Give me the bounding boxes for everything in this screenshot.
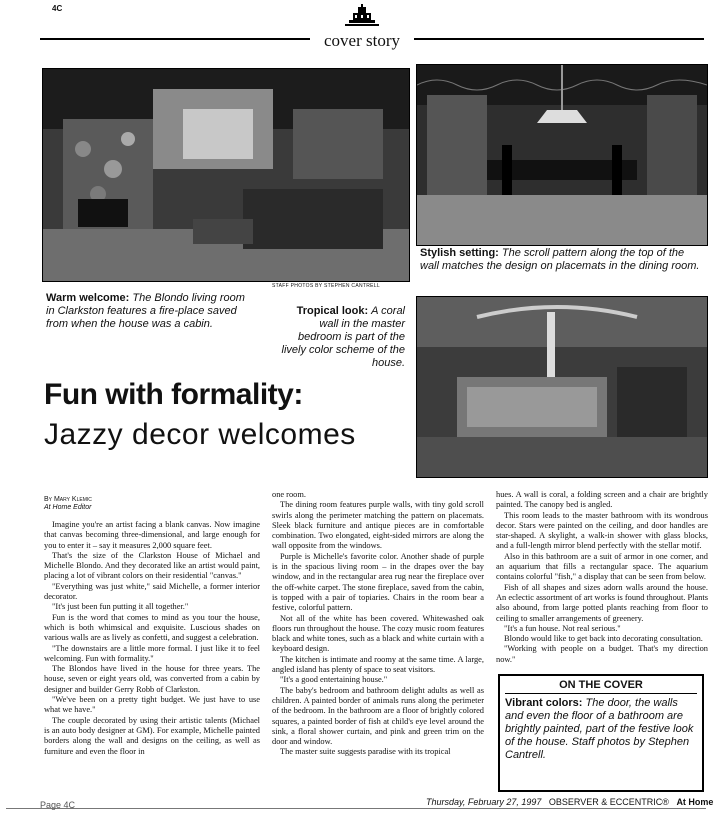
- col2-paragraph: Purple is Michelle's favorite color. Another shade of purple is in the spacious living room – in the drapes over the bay window, and in the rectangular area rug near the fireplace over the off-white carpet. The stone fireplace, saved from the cabin, is topped with a pair of topiaries. Chairs in the room bear a festive, colorful pattern.: [272, 551, 484, 613]
- col1-paragraph: The Blondos have lived in the house for three years. The house, seven or eight years old, was converted from a cabin by designer and builder Gerry Robb of Clarkston.: [44, 664, 260, 694]
- col3-paragraph: Also in this bathroom are a suit of armor in one corner, and an aquarium that fills a rectangular space. The aquarium contains colorful "fish," a display that can be seen from below.: [496, 551, 708, 582]
- col3-paragraph: "It's a fun house. Not real serious.": [504, 623, 621, 633]
- article-column-2: [272, 490, 484, 758]
- col2-paragraph: "It's a good entertaining house.": [280, 675, 388, 685]
- article-column-3: [496, 490, 708, 665]
- footer-date: Thursday, February 27, 1997: [426, 797, 542, 807]
- masthead-rule-right: [414, 38, 704, 40]
- section-label: cover story: [323, 31, 400, 50]
- col1-paragraph: The couple decorated by using their artistic talents (Michael is an auto body designer at GM). For example, Michelle painted borders along the wall and designs on the ceiling, as well as furniture and even the floor in: [44, 715, 260, 756]
- photo-credit: STAFF PHOTOS BY STEPHEN CANTRELL: [272, 283, 380, 289]
- living-room-caption-body: The Blondo living room in Clarkston features a fire-place saved from when the house was a cabin.: [46, 292, 245, 330]
- cover-box: [498, 674, 704, 792]
- dining-room-caption-lead: Stylish setting:: [420, 247, 499, 259]
- footer-rule: [6, 808, 706, 809]
- byline-author: By Mary Klemic: [44, 496, 92, 503]
- cover-box-body: The door, the walls and even the floor of a bathroom are brightly painted, part of the festive look of the house. Staff photos by Stephen Cantrell.: [505, 697, 694, 761]
- footer-section: At Home: [676, 797, 714, 807]
- col2-paragraph: The master suite suggests paradise with its tropical: [280, 747, 451, 757]
- masthead-rule-left: [40, 38, 310, 40]
- masthead-logo: [345, 4, 379, 28]
- col2-paragraph: one room.: [272, 490, 306, 499]
- col2-paragraph: The baby's bedroom and bathroom delight adults as well as children. A painted border of animals runs along the perimeter of the bedroom. In the bathroom are a floor of brightly colored squares, a painted border of fish at child's eye level around the sink, a floral shower curtain, and pink and green trim on the door and window.: [272, 685, 484, 747]
- col3-paragraph: "Working with people on a budget. That's my direction now.": [496, 644, 708, 664]
- footer-paper: OBSERVER & ECCENTRIC®: [548, 797, 669, 807]
- page-number: 4C: [52, 4, 63, 13]
- living-room-caption-lead: Warm welcome:: [46, 292, 130, 304]
- bedroom-photo: [416, 296, 708, 478]
- col2-paragraph: The dining room features purple walls, with tiny gold scroll swirls along the perimeter matching the pattern on placemats. Sleek black furniture and antique pieces are in comfortable combination. Two elongated, eight-sided mirrors are along the wall opposite from the windows.: [272, 500, 484, 551]
- col1-paragraph: Imagine you're an artist facing a blank canvas. Now imagine that canvas becoming three-dimensional, and large enough for you to enter it – say it measures 2,000 square feet.: [44, 520, 260, 550]
- col3-paragraph: This room leads to the master bathroom with its wondrous decor. Stars were painted on the ceiling, and door handles are star-shaped. A skylight, a walk-in shower with glass blocks, and a full-length mirror blend perfectly with the stellar motif.: [496, 510, 708, 551]
- col2-paragraph: The kitchen is intimate and roomy at the same time. A large, angled island has plenty of space to seat visitors.: [272, 654, 484, 675]
- col3-paragraph: Fish of all shapes and sizes adorn walls around the house. An eclectic assortment of art works is found throughout. Plants also abound, from large potted plants reaching from floor to ceiling to smaller arrangements of greenery.: [496, 582, 708, 623]
- col3-paragraph: Blondo would like to get back into decorating consultation.: [504, 634, 703, 644]
- col3-paragraph: hues. A wall is coral, a folding screen and a chair are brightly painted. The canopy bed is angled.: [496, 490, 708, 510]
- footer-masthead: [426, 797, 713, 807]
- col1-paragraph: Fun is the word that comes to mind as you tour the house, which is both whimsical and exquisite. Luscious shades on various walls are as lively as confetti, and suggest a celebration.: [44, 612, 260, 643]
- dining-room-photo: [416, 64, 708, 246]
- col1-paragraph: "It's just been fun putting it all together.": [52, 602, 189, 612]
- col1-paragraph: "The downstairs are a little more formal. I just like it to feel welcoming. Fun with formality.": [44, 643, 260, 663]
- dining-room-caption-body: The scroll pattern along the top of the wall matches the design on placemats in the dining room.: [420, 247, 700, 272]
- living-room-photo: [42, 68, 410, 282]
- col1-paragraph: That's the size of the Clarkston House of Michael and Michelle Blondo. And they decorated like an artist would paint, placing a lot of vibrant colors on their residential "canvas.": [44, 550, 260, 581]
- headline-sub: Jazzy decor welcomes: [44, 418, 356, 451]
- bedroom-caption-body: A coral wall in the master bedroom is part of the lively color scheme of the house.: [281, 305, 405, 369]
- cover-box-title: ON THE COVER: [505, 679, 697, 694]
- dining-room-caption: [420, 247, 700, 273]
- bedroom-caption-lead: Tropical look:: [296, 305, 369, 317]
- living-room-caption: [46, 292, 246, 331]
- col1-paragraph: "Everything was just white," said Michelle, a former interior decorator.: [44, 581, 260, 602]
- col1-paragraph: "We've been on a pretty tight budget. We just have to use what we have.": [44, 695, 260, 715]
- cover-box-lead: Vibrant colors:: [505, 697, 583, 709]
- byline-role: At Home Editor: [44, 504, 92, 511]
- headline-main: Fun with formality:: [44, 378, 303, 411]
- article-column-1: [44, 520, 260, 757]
- col2-paragraph: Not all of the white has been covered. Whitewashed oak floors run throughout the house. The cozy music room features black and white tones, such as a black and white curtain with a keyboard design.: [272, 613, 484, 654]
- footer-page: Page 4C: [40, 800, 76, 810]
- bedroom-caption: [275, 305, 405, 370]
